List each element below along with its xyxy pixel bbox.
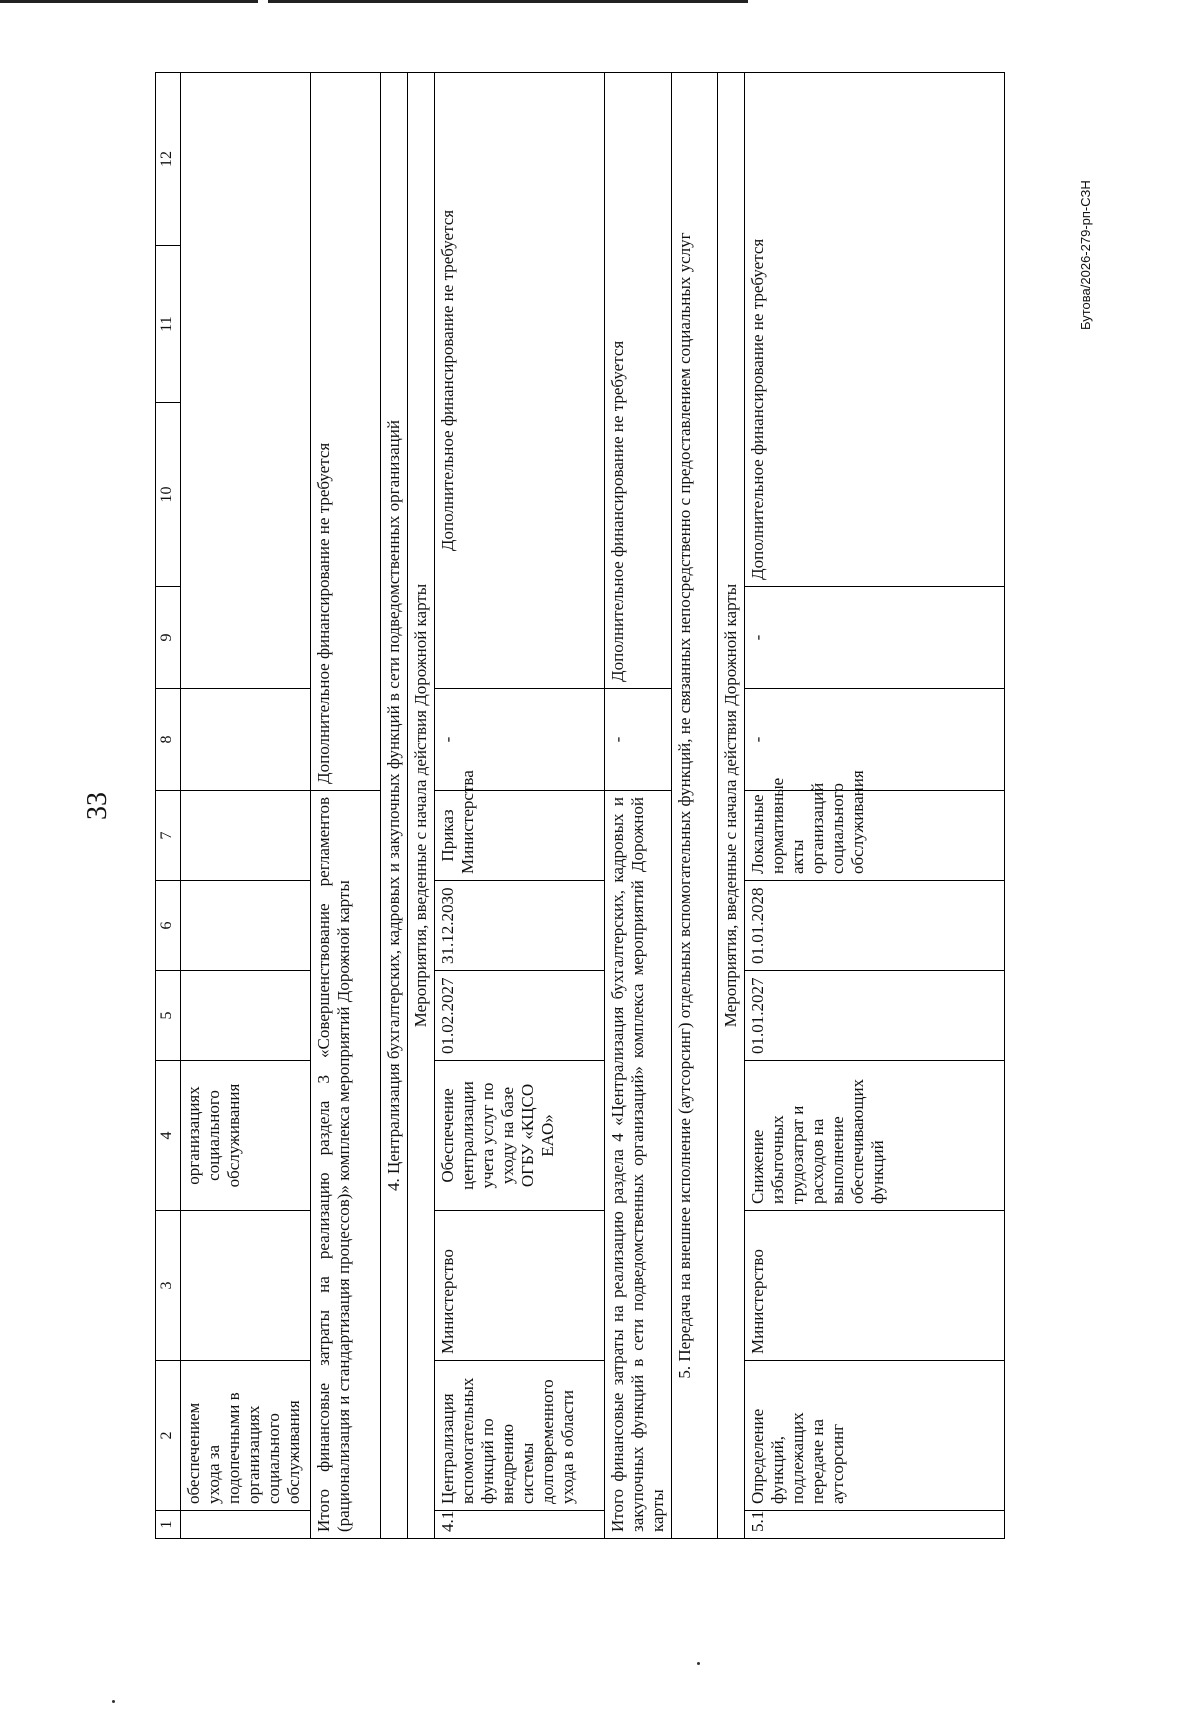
row-4-1-start: 01.02.2027 bbox=[435, 971, 605, 1061]
total-section4-value: Дополнительное финансирование не требуется bbox=[605, 73, 672, 689]
col-num-12: 12 bbox=[156, 73, 181, 246]
continued-c5 bbox=[181, 971, 311, 1061]
row-4-1-financing: Дополнительное финансирование не требуется bbox=[435, 73, 605, 689]
total-section4-c8: - bbox=[605, 689, 672, 791]
total-section4-label: Итого финансовые затраты на реализацию раздела 4 «Централизация бухгалтерских, кадровых и закупочных функций в сети подведомственных организаций» комплекса мероприятий Дорожной карты bbox=[605, 791, 672, 1539]
scan-edge-right bbox=[268, 0, 748, 3]
continued-row bbox=[181, 73, 311, 1539]
section5-title-row bbox=[672, 73, 718, 1539]
col-num-8: 8 bbox=[156, 689, 181, 791]
row-5-1-result: Снижение избыточных трудозатрат и расходов на выполнение обеспечивающих функций bbox=[745, 1061, 1005, 1211]
row-5-1-start: 01.01.2027 bbox=[745, 971, 1005, 1061]
row-4-1-num: 4.1 bbox=[435, 1511, 605, 1539]
section4-subtitle: Мероприятия, введенные с начала действия Дорожной карты bbox=[408, 73, 435, 1539]
row-5-1-executor: Министерство bbox=[745, 1211, 1005, 1361]
total-section3-label: Итого финансовые затраты на реализацию раздела 3 «Совершенствование регламентов (рационализация и стандартизация процессов)» комплекса мероприятий Дорожной карты bbox=[311, 791, 381, 1539]
row-5-1-c9: - bbox=[745, 587, 1005, 689]
scan-speck bbox=[697, 1662, 700, 1665]
row-4-1-name: Централизация вспомогательных функций по внедрению системы долговременного ухода в области bbox=[435, 1361, 605, 1511]
row-4-1 bbox=[435, 73, 605, 1539]
scan-speck bbox=[112, 1700, 115, 1703]
col-num-4: 4 bbox=[156, 1061, 181, 1211]
row-4-1-document: Приказ Министерства bbox=[435, 791, 605, 881]
row-5-1-c8: - bbox=[745, 689, 1005, 791]
row-5-1-financing: Дополнительное финансирование не требуется bbox=[745, 73, 1005, 587]
total-section3-value: Дополнительное финансирование не требуется bbox=[311, 73, 381, 791]
continued-c8 bbox=[181, 689, 311, 791]
total-section3-row bbox=[311, 73, 381, 1539]
continued-num bbox=[181, 1511, 311, 1539]
row-5-1 bbox=[745, 73, 1005, 1539]
col-num-1: 1 bbox=[156, 1511, 181, 1539]
section5-subtitle: Мероприятия, введенные с начала действия Дорожной карты bbox=[718, 73, 745, 1539]
continued-c9-12 bbox=[181, 73, 311, 689]
continued-c6 bbox=[181, 881, 311, 971]
column-numbers-row bbox=[156, 73, 181, 1539]
col-num-10: 10 bbox=[156, 403, 181, 587]
row-5-1-num: 5.1 bbox=[745, 1511, 1005, 1539]
row-4-1-executor: Министерство bbox=[435, 1211, 605, 1361]
document-footer-code: Бутова/2026-279-рп-СЗН bbox=[1078, 180, 1093, 330]
section4-title-row bbox=[381, 73, 408, 1539]
col-num-5: 5 bbox=[156, 971, 181, 1061]
roadmap-table bbox=[155, 72, 1005, 1539]
continued-c7 bbox=[181, 791, 311, 881]
col-num-3: 3 bbox=[156, 1211, 181, 1361]
section4-subtitle-row bbox=[408, 73, 435, 1539]
col-num-2: 2 bbox=[156, 1361, 181, 1511]
row-5-1-end: 01.01.2028 bbox=[745, 881, 1005, 971]
rotated-table-sheet bbox=[155, 73, 1005, 1539]
row-4-1-end: 31.12.2030 bbox=[435, 881, 605, 971]
row-4-1-result: Обеспечение централизации учета услуг по уходу на базе ОГБУ «КЦСО ЕАО» bbox=[435, 1061, 605, 1211]
section5-title: 5. Передача на внешнее исполнение (аутсорсинг) отдельных вспомогательных функций, не связанных непосредственно с предоставлением социальных услуг bbox=[672, 73, 718, 1539]
col-num-6: 6 bbox=[156, 881, 181, 971]
continued-executor bbox=[181, 1211, 311, 1361]
row-5-1-document: Локальные нормативные акты организаций социального обслуживания bbox=[745, 791, 1005, 881]
row-5-1-name: Определение функций, подлежащих передаче на аутсорсинг bbox=[745, 1361, 1005, 1511]
continued-result: организациях социального обслуживания bbox=[181, 1061, 311, 1211]
scan-edge-left bbox=[0, 0, 258, 3]
section4-title: 4. Централизация бухгалтерских, кадровых и закупочных функций в сети подведомственных организаций bbox=[381, 73, 408, 1539]
continued-name: обеспечением ухода за подопечными в организациях социального обслуживания bbox=[181, 1361, 311, 1511]
col-num-9: 9 bbox=[156, 587, 181, 689]
section5-subtitle-row bbox=[718, 73, 745, 1539]
col-num-7: 7 bbox=[156, 791, 181, 881]
page-number: 33 bbox=[82, 792, 113, 820]
total-section4-row bbox=[605, 73, 672, 1539]
row-4-1-c8: - bbox=[435, 689, 605, 791]
col-num-11: 11 bbox=[156, 246, 181, 403]
